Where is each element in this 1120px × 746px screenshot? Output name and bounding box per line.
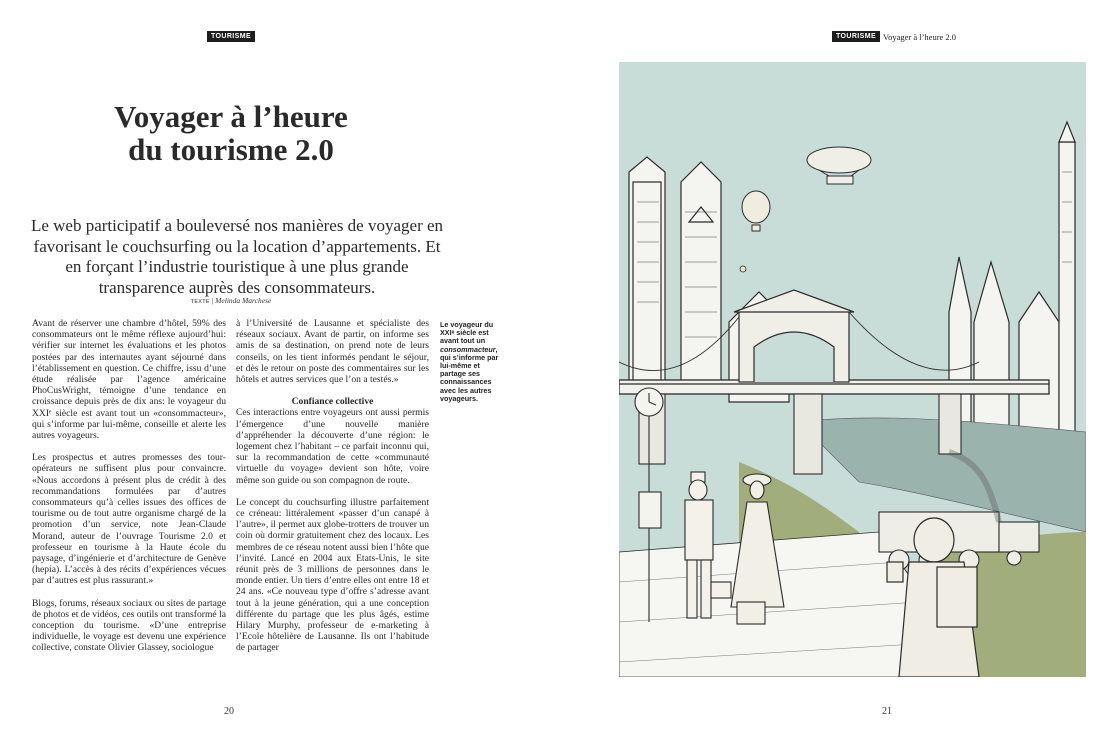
byline-author: Melinda Marchese — [215, 296, 272, 305]
pull-quote — [440, 321, 500, 403]
paragraph: Ces interactions entre voyageurs ont aussi permis l’émergence d’une nouvelle manière d’appréhender la découverte d’une région: le logement chez l’habitant – ce parfait inconnu qui, sur la recommandation de cette «communauté virtuelle du voyage» devient son hôte, voire même son guide ou son compagnon de route. — [236, 407, 429, 486]
pull-quote-text-end: , qui s’informe par lui-même et partage ses connaissances avec les autres voyageurs. — [440, 344, 499, 403]
running-header — [832, 31, 956, 42]
paragraph: à l’Université de Lausanne et spécialiste des réseaux sociaux. Avant de partir, on informe ses amis de sa destination, on prend note de leurs conseils, on les tient informés pendant le séjour, et dès le retour on poste des commentaires sur les hôtels et autres services que l’on a testés.» — [236, 318, 429, 386]
section-rubric: TOURISME — [832, 31, 880, 42]
title-line-1: Voyager à l’heure — [114, 99, 348, 134]
byline-separator: | — [211, 296, 214, 305]
paragraph: Blogs, forums, réseaux sociaux ou sites de partage de photos et de vidéos, ces outils ont transformé la conception du tourisme. «D’une entreprise individuelle, le voyage est devenu une expérience collective, constate Olivier Glassey, sociologue — [32, 597, 226, 654]
illustration-drawing — [619, 62, 1086, 677]
section-rubric: TOURISME — [207, 31, 255, 42]
byline-label: TEXTE — [190, 299, 210, 305]
subheading: Confiance collective — [291, 396, 374, 408]
paragraph: Les prospectus et autres promesses des tour-opérateurs ne suffisent plus pour convaincre. «Nous accordons à présent plus de crédit à des recommandations formulées par d’autres consommateurs qu’à celles issues des offices de tourisme ou de tout autre organisme chargé de la promotion d’un service, note Jean-Claude Morand, auteur de l’ouvrage Tourisme 2.0 et professeur en tourisme à la Haute école du paysage, d’ingénierie et d’architecture de Genève (hepia). L’accès à des récits d’expériences vécues par d’autres est plus rassurant.» — [32, 452, 226, 587]
paragraph: Avant de réserver une chambre d’hôtel, 59% des consommateurs ont le même réflexe aujourd’hui: vérifier sur internet les évaluations et les photos postées par des internautes ayant séjourné dans l’établissement en question. Ce chiffre, issu d’une étude réalisée par l’agence américaine PhoCusWright, témoigne d’une tendance en croissance depuis près de dix ans: le voyageur du XXIᵉ siècle est avant tout un «consommacteur», qui s’informe par lui-même, conseille et alerte les autres voyageurs. — [32, 318, 226, 442]
text-column-1 — [32, 318, 226, 665]
right-page — [560, 0, 1120, 746]
article-lede: Le web participatif a bouleversé nos manières de voyager en favorisant le couchsurfing ou la location d’appartements. Et en forçant l’industrie touristique à une plus grande transparence auprès des consommateurs. — [30, 216, 444, 297]
city-bridge-illustration — [619, 62, 1086, 677]
byline — [100, 296, 362, 305]
title-line-2: du tourisme 2.0 — [128, 132, 334, 167]
running-title: Voyager à l’heure 2.0 — [883, 31, 957, 42]
pull-quote-emphasis: consommacteur — [440, 344, 496, 354]
pull-quote-text: Le voyageur du XXIᵉ siècle est avant tout un — [440, 320, 494, 346]
text-column-2 — [236, 318, 429, 665]
page-number-right: 21 — [882, 706, 892, 717]
paragraph: Le concept du couchsurfing illustre parfaitement ce créneau: littéralement «passer d’un canapé à l’autre», il permet aux globe-trotters de trouver un coin où dormir gratuitement chez des locaux. Les membres de ce réseau notent aussi bien l’hôte que l’invité. Lancé en 2004 aux Etats-Unis, le site réunit près de 3 millions de personnes dans le monde entier. Un tiers d’entre elles ont entre 18 et 24 ans. «Ce nouveau type d’offre s’adresse avant tout à la jeune génération, qui a une conception différente du partage que les plus âgés, estime Hilary Murphy, professeur de e-marketing à l’Ecole hôtelière de Lausanne. Ils ont l’habitude de partager — [236, 496, 429, 654]
page-number-left: 20 — [224, 706, 234, 717]
article-title — [100, 100, 362, 166]
